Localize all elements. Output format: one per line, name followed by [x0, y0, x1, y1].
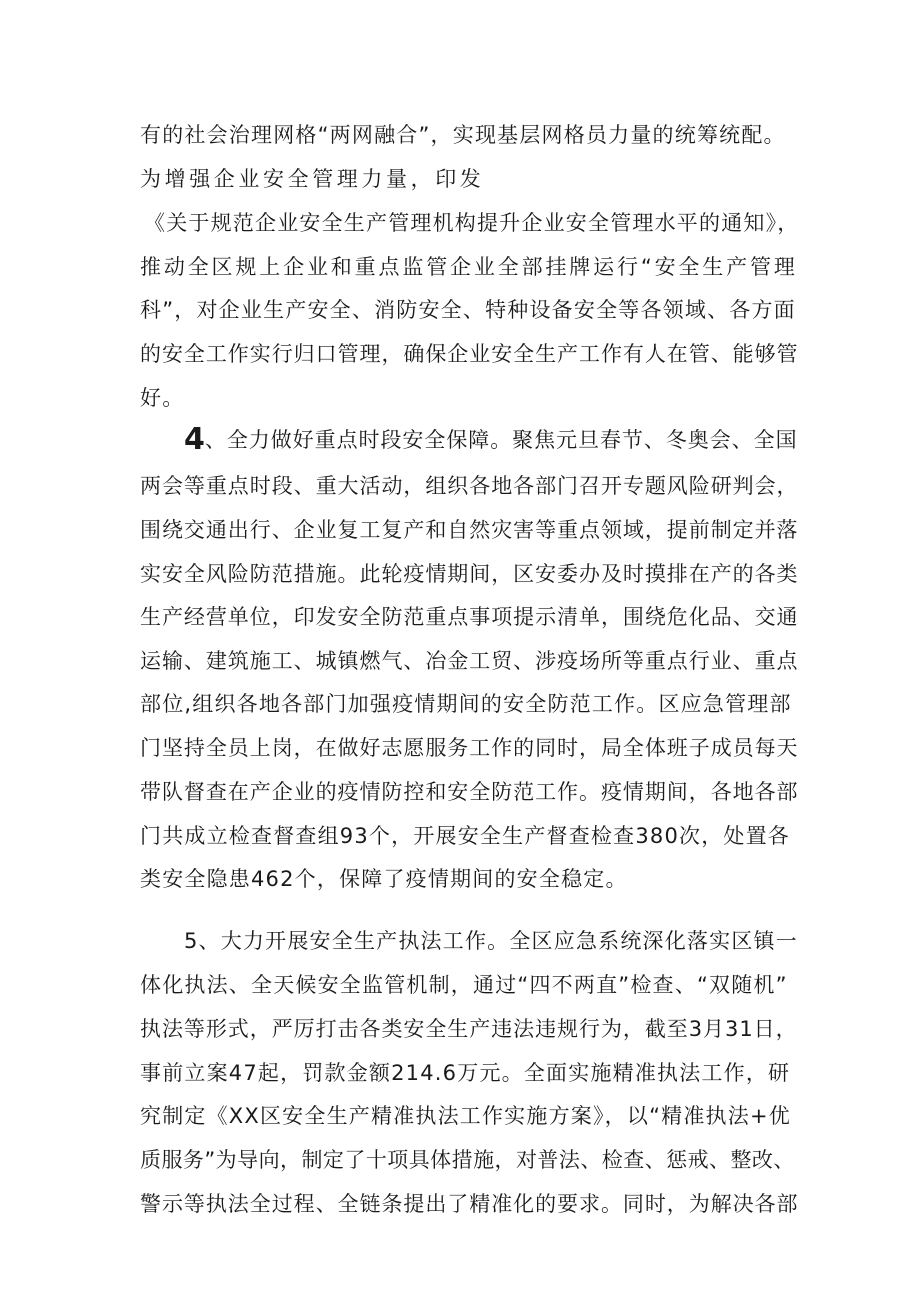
text-line: 警示等执法全过程、全链条提出了精准化的要求。同时，为解决各部 [140, 1192, 799, 1216]
text-line: 的安全工作实行归口管理，确保企业安全生产工作有人在管、能够管 [140, 342, 799, 366]
text-line: 事前立案47起，罚款金额214.6万元。全面实施精准执法工作，研 [140, 1061, 791, 1085]
text-line: 带队督查在产企业的疫情防控和安全防范工作。疫情期间，各地各部 [140, 780, 799, 804]
text-line: 部位,组织各地各部门加强疫情期间的安全防范工作。区应急管理部 [140, 692, 792, 716]
text-line: 、全力做好重点时段安全保障。聚焦元旦春节、冬奥会、全国 [204, 428, 798, 452]
text-line: 围绕交通出行、企业复工复产和自然灾害等重点领域，提前制定并落 [140, 518, 799, 542]
text-line: 好。 [140, 386, 185, 410]
text-line: 生产经营单位，印发安全防范重点事项提示清单，围绕危化品、交通 [140, 605, 799, 629]
item-number: 4 [184, 422, 205, 457]
text-line: 门共成立检查督查组93个，开展安全生产督查检查380次，处置各 [140, 824, 791, 848]
text-line: 为增强企业安全管理力量，印发 [140, 167, 485, 191]
text-line: 《关于规范企业安全生产管理机构提升企业安全管理水平的通知》， [144, 211, 800, 235]
text-line: 执法等形式，严厉打击各类安全生产违法违规行为，截至3月31日， [140, 1017, 798, 1041]
paragraph-heading-line [184, 422, 798, 457]
text-line: 质服务”为导向，制定了十项具体措施，对普法、检查、惩戒、整改、 [140, 1148, 795, 1172]
text-line: 门坚持全员上岗，在做好志愿服务工作的同时，局全体班子成员每天 [140, 736, 799, 760]
text-line: 体化执法、全天候安全监管机制，通过“四不两直”检查、“双随机” [140, 973, 788, 997]
text-line: 科”，对企业生产安全、消防安全、特种设备安全等各领域、各方面 [140, 298, 796, 322]
text-line: 5、大力开展安全生产执法工作。全区应急系统深化落实区镇一 [184, 929, 798, 953]
text-line: 推动全区规上企业和重点监管企业全部挂牌运行“安全生产管理 [140, 255, 798, 279]
text-line: 类安全隐患462个，保障了疫情期间的安全稳定。 [140, 867, 628, 891]
text-line: 运输、建筑施工、城镇燃气、冶金工贸、涉疫场所等重点行业、重点 [140, 649, 799, 673]
text-line: 有的社会治理网格“两网融合”，实现基层网格员力量的统筹统配。 [140, 123, 786, 147]
text-line: 究制定《XX区安全生产精准执法工作实施方案》，以“精准执法+优 [140, 1104, 791, 1128]
text-line: 两会等重点时段、重大活动，组织各地各部门召开专题风险研判会， [140, 474, 799, 498]
text-line: 实安全风险防范措施。此轮疫情期间，区安委办及时摸排在产的各类 [140, 562, 799, 586]
